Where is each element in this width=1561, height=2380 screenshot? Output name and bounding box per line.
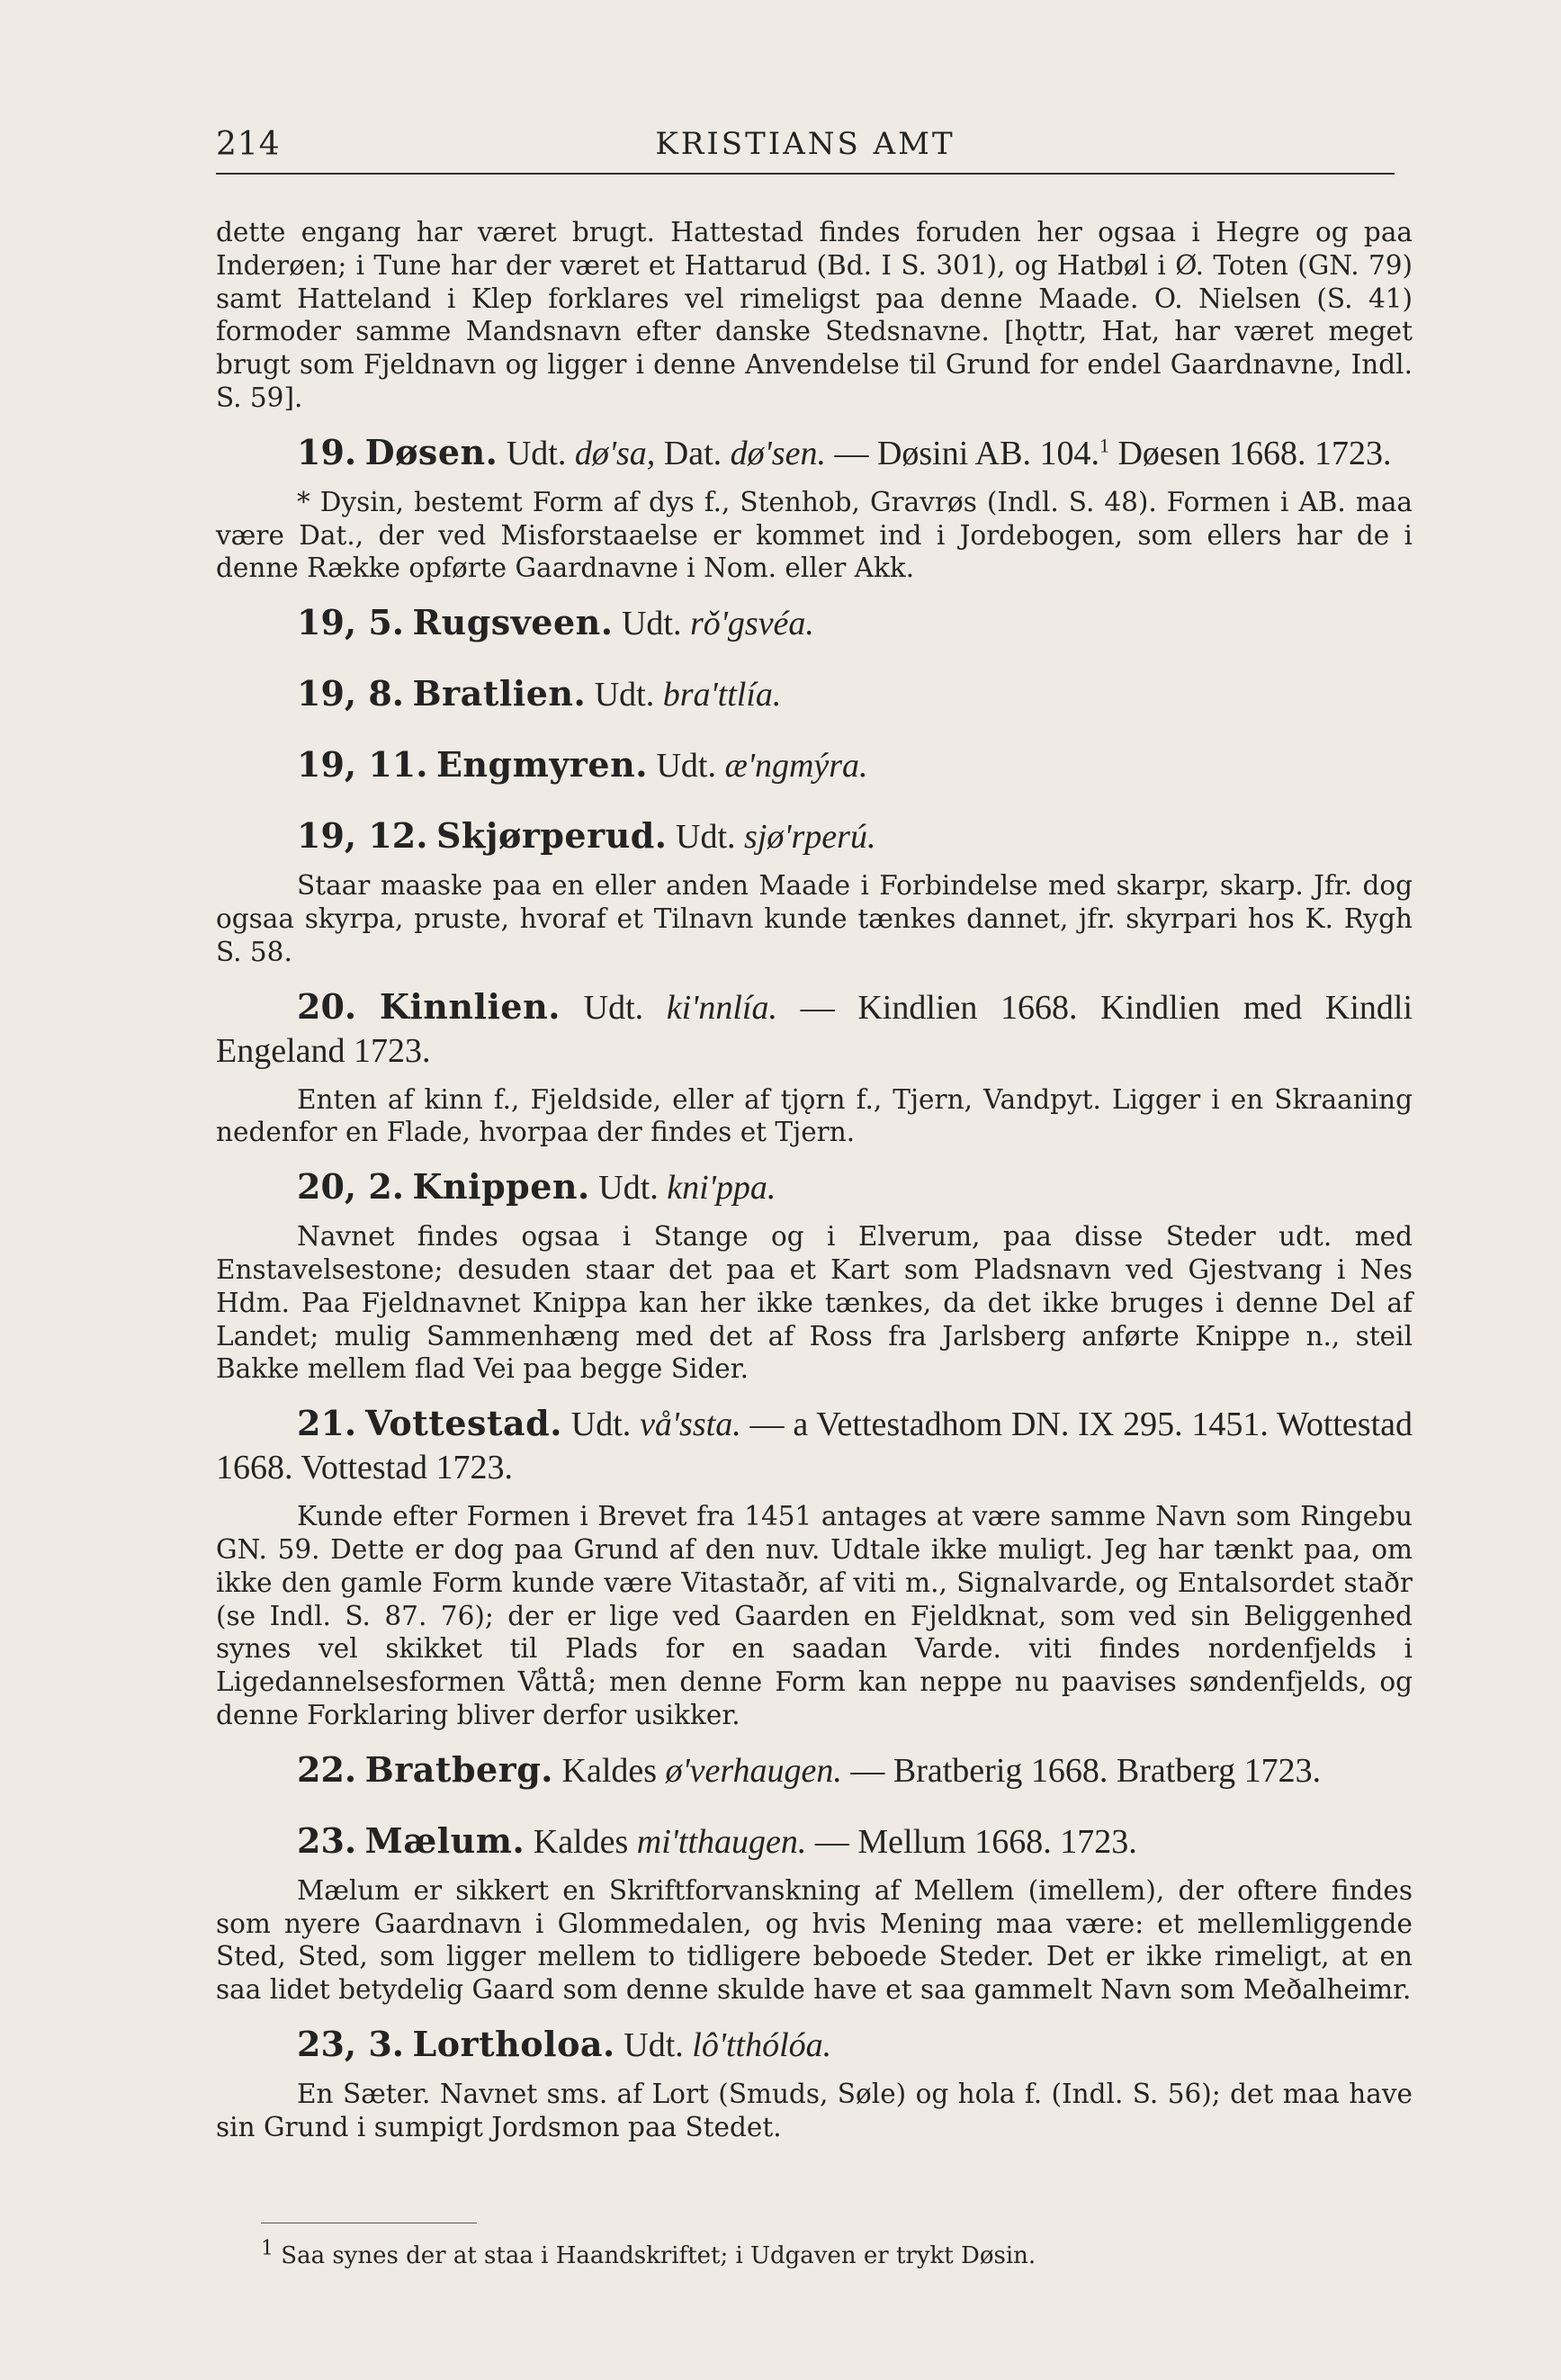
entry-number: 19, 5. [297, 602, 405, 643]
spacer [216, 1209, 1413, 1220]
entry-pronunciation: æ'ngmýra. [724, 747, 868, 786]
spacer [216, 716, 1413, 727]
entry-name: Engmyren. [435, 744, 648, 786]
entry-number: 20. [297, 985, 357, 1027]
entry-udt: Udt. [624, 2025, 684, 2064]
page-number: 214 [216, 126, 281, 163]
spacer [216, 798, 1413, 814]
entry-udt: Udt. [598, 1169, 659, 1208]
footnote [261, 2237, 1036, 2271]
entry-pronunciation: mi'tthaugen. [636, 1822, 807, 1861]
entry-name: Kinnlien. [379, 985, 561, 1027]
entry-udt: Kaldes [561, 1751, 658, 1790]
spacer [216, 1803, 1413, 1819]
paragraph: dette engang har været brugt. Hattestad findes foruden her ogsaa i Hegre og paa Inderøen; i Tune har der været et Hattarud (Bd. I S. 301), og Hatbøl i Ø. Toten (GN. 79) samt Hatteland i Klep forklares vel rimeligst paa denne Maade. O. Nielsen (S. 41) formoder samme Mandsnavn efter danske Stedsnavne. [hǫttr, Hat, har været meget brugt som Fjeldnavn og ligger i denne Anvendelse til Grund for endel Gaardnavne, Indl. S. 59]. [216, 217, 1413, 413]
running-head: KRISTIANS AMT [655, 126, 955, 162]
entry-udt: Udt. [656, 747, 716, 786]
spacer [216, 1792, 1413, 1803]
entry-name: Bratlien. [412, 673, 587, 714]
entry-heading [216, 985, 1413, 1073]
entry-number: 23, 3. [297, 2023, 405, 2064]
spacer [216, 415, 1413, 431]
spacer [216, 858, 1413, 869]
entry-udt: Kaldes [533, 1822, 629, 1861]
spacer [216, 1864, 1413, 1874]
entry-pronunciation: kni'ppa. [667, 1169, 776, 1208]
entry-name: Vottestad. [364, 1403, 562, 1444]
paragraph: Kunde efter Formen i Brevet fra 1451 antages at være samme Navn som Ringebu GN. 59. Dette er dog paa Grund af den nuv. Udtale ikke muligt. Jeg har tænkt paa, om ikke den gamle Form kunde være Vitastaðr, af viti m., Signalvarde, og Entalsordet staðr (se Indl. S. 87. 76); der er lige ved Gaarden en Fjeldknat, som ved sin Beliggenhed synes vel skikket til Plads for en saadan Varde. viti findes nordenfjelds i Ligedannelsesformen Våttå; men denne Form kan neppe nu paavises søndenfjelds, og denne Forklaring bliver derfor usikker. [216, 1501, 1413, 1730]
spacer [216, 1732, 1413, 1748]
entry-udt: Udt. [676, 818, 736, 857]
entry-heading [216, 2023, 1413, 2067]
entry-heading [216, 814, 1413, 858]
entry-number: 21. [297, 1403, 357, 1444]
spacer [216, 787, 1413, 798]
spacer [216, 727, 1413, 743]
entry-pronunciation: rǒ'gsvéa. [689, 605, 814, 643]
spacer [216, 1149, 1413, 1165]
text-body [216, 216, 1413, 2144]
entry-heading [216, 743, 1413, 787]
entry-forms: — Mellum 1668. 1723. [814, 1822, 1137, 1861]
footnote-text: Saa synes der at staa i Haandskriftet; i Udgaven er trykt Døsin. [281, 2242, 1036, 2269]
paragraph: En Sæter. Navnet sms. af Lort (Smuds, Søle) og hola f. (Indl. S. 56); det maa have sin Grund i sumpigt Jordsmon paa Stedet. [216, 2078, 1413, 2142]
entry-number: 19, 8. [297, 673, 405, 714]
entry-name: Døsen. [364, 431, 498, 472]
entry-number: 19. [297, 431, 357, 472]
entry-pronunciation-2: dø'sen. [730, 434, 826, 472]
spacer [216, 1386, 1413, 1402]
paragraph: Mælum er sikkert en Skriftforvanskning af Mellem (imellem), der oftere findes som nyere Gaardnavn i Glommedalen, og hvis Mening maa være: et mellemliggende Sted, Sted, som ligger mellem to tidligere beboede Steder. Det er ikke rimeligt, at en saa lidet betydelig Gaard som denne skulde have et saa gammelt Navn som Meðalheimr. [216, 1874, 1413, 2006]
paragraph: Enten af kinn f., Fjeldside, eller af tjǫrn f., Tjern, Vandpyt. Ligger i en Skraaning nedenfor en Flade, hvorpaa der findes et Tjern. [216, 1083, 1413, 1148]
entry-heading [216, 1165, 1413, 1209]
spacer [216, 1073, 1413, 1083]
entry-forms: — Kindlien 1668. Kindlien med Kindli Engeland 1723. [216, 988, 1413, 1070]
entry-number: 23. [297, 1819, 357, 1861]
spacer [216, 475, 1413, 486]
entry-udt: Udt. [594, 676, 655, 714]
paragraph: Navnet findes ogsaa i Stange og i Elverum, paa disse Steder udt. med Enstavelsestone; desuden staar det paa et Kart som Pladsnavn ved Gjestvang i Nes Hdm. Paa Fjeldnavnet Knippa kan her ikke tænkes, da det ikke bruges i denne Del af Landet; mulig Sammenhæng med det af Ross fra Jarlsberg anførte Knippe n., steil Bakke mellem flad Vei paa begge Sider. [216, 1221, 1413, 1385]
spacer [216, 969, 1413, 985]
page-header [216, 126, 1395, 171]
entry-case: Dat. [663, 434, 722, 472]
entry-heading [216, 672, 1413, 716]
spacer [216, 645, 1413, 656]
entry-number: 22. [297, 1748, 357, 1790]
entry-forms: — a Vettestadhom DN. IX 295. 1451. Wottestad 1668. Vottestad 1723. [216, 1406, 1413, 1487]
entry-number: 19, 11. [297, 744, 428, 786]
spacer [216, 656, 1413, 672]
entry-forms: — Bratberig 1668. Bratberg 1723. [850, 1751, 1322, 1790]
entry-heading [216, 431, 1413, 475]
entry-pronunciation: ki'nnlía. [666, 988, 777, 1027]
spacer [216, 2007, 1413, 2023]
entry-name: Knippen. [412, 1166, 590, 1208]
entry-udt: Udt. [583, 988, 644, 1027]
paragraph: Staar maaske paa en eller anden Maade i Forbindelse med skarpr, skarp. Jfr. dog ogsaa skyrpa, pruste, hvoraf et Tilnavn kunde tænkes dannet, jfr. skyrpari hos K. Rygh S. 58. [216, 870, 1413, 967]
footnote-mark: 1 [261, 2237, 274, 2260]
entry-heading [216, 1402, 1413, 1489]
entry-name: Rugsveen. [412, 602, 614, 643]
entry-pronunciation: vå'ssta. [640, 1406, 741, 1444]
entry-heading [216, 1819, 1413, 1864]
entry-pronunciation: lô'tthólóa. [692, 2025, 832, 2064]
entry-name: Skjørperud. [435, 815, 668, 857]
entry-udt: Udt. [506, 434, 567, 472]
entry-forms-2: Døesen 1668. 1723. [1117, 434, 1392, 472]
entry-pronunciation: sjø'rperú. [744, 818, 876, 857]
entry-heading [216, 601, 1413, 645]
entry-forms: — Døsini AB. 104. [834, 434, 1099, 472]
entry-name: Lortholoa. [412, 2023, 615, 2064]
entry-pronunciation: bra'ttlía. [662, 676, 782, 714]
entry-name: Bratberg. [364, 1748, 554, 1790]
paragraph: * Dysin, bestemt Form af dys f., Stenhob, Gravrøs (Indl. S. 48). Formen i AB. maa være Dat., der ved Misforstaaelse er kommet ind i Jordebogen, som ellers har de i denne Række opførte Gaardnavne i Nom. eller Akk. [216, 486, 1413, 584]
spacer [216, 1489, 1413, 1500]
entry-name: Mælum. [364, 1819, 525, 1861]
header-rule [216, 173, 1395, 175]
entry-heading [216, 1748, 1413, 1792]
spacer [216, 585, 1413, 601]
entry-udt: Udt. [570, 1406, 632, 1444]
entry-pronunciation: ø'verhaugen. [665, 1751, 842, 1790]
entry-udt: Udt. [621, 605, 682, 643]
footnote-ref: 1 [1099, 434, 1109, 457]
entry-number: 20, 2. [297, 1166, 405, 1208]
entry-number: 19, 12. [297, 815, 428, 857]
entry-pronunciation: dø'sa, [574, 434, 656, 472]
spacer [216, 2067, 1413, 2078]
